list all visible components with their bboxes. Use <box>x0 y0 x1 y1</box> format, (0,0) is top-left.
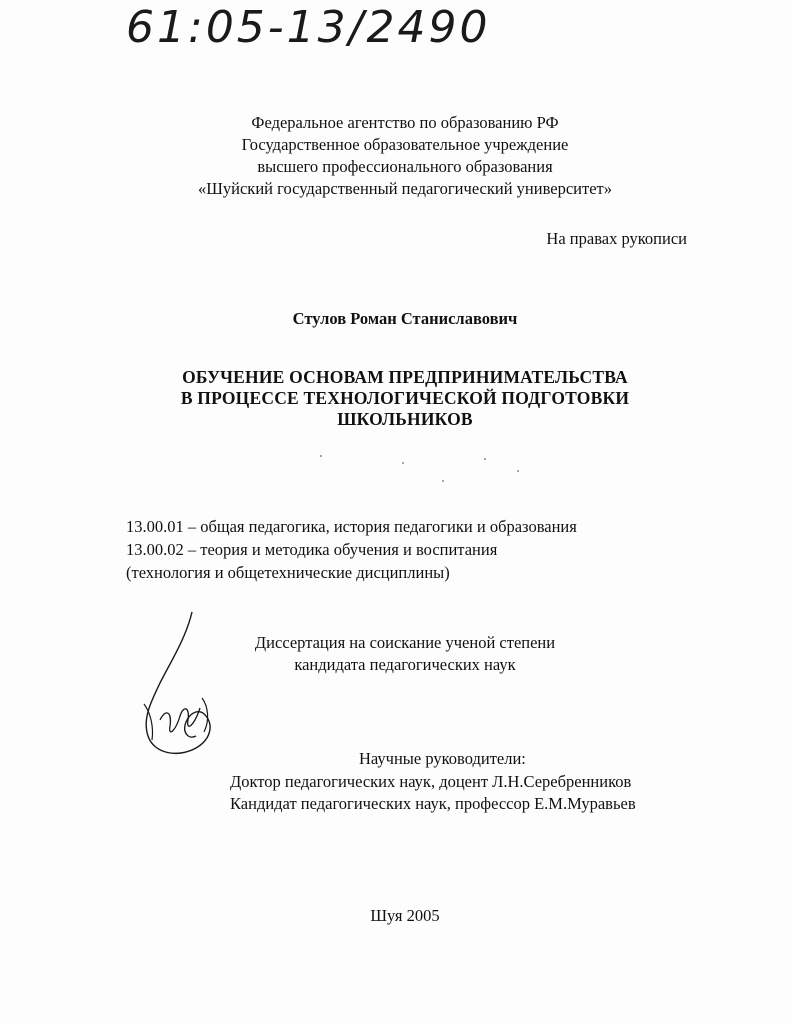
dissertation-title <box>120 367 690 430</box>
header-line: Государственное образовательное учреждение <box>241 135 569 154</box>
specialty-line: (технология и общетехнические дисциплины) <box>126 563 450 582</box>
specialty-line: 13.00.02 – теория и методика обучения и воспитания <box>126 540 498 559</box>
supervisors-list <box>230 771 636 815</box>
handwritten-signature <box>130 608 240 763</box>
supervisor-line: Кандидат педагогических наук, профессор Е.М.Муравьев <box>230 794 636 813</box>
specialty-line: 13.00.01 – общая педагогика, история педагогики и образования <box>126 517 577 536</box>
supervisor-line: Доктор педагогических наук, доцент Л.Н.Серебренников <box>230 772 632 791</box>
title-line: ОБУЧЕНИЕ ОСНОВАМ ПРЕДПРИНИМАТЕЛЬСТВА <box>182 367 628 387</box>
author-name: Стулов Роман Станиславович <box>292 309 518 328</box>
scan-speck <box>442 480 444 482</box>
place-year: Шуя 2005 <box>370 906 440 925</box>
supervisors-label: Научные руководители: <box>359 749 526 768</box>
header-line: «Шуйский государственный педагогический университет» <box>198 179 612 198</box>
scan-speck <box>484 458 486 460</box>
scan-speck <box>517 470 519 472</box>
header-line: Федеральное агентство по образованию РФ <box>251 113 559 132</box>
manuscript-note: На правах рукописи <box>546 229 687 248</box>
scan-speck <box>402 462 404 464</box>
specialty-codes <box>126 515 577 584</box>
handwritten-shelfmark <box>118 0 498 66</box>
title-line: ШКОЛЬНИКОВ <box>337 409 473 429</box>
degree-line: кандидата педагогических наук <box>294 655 516 674</box>
institution-header <box>100 112 710 200</box>
header-line: высшего профессионального образования <box>257 157 553 176</box>
shelfmark-text: 61:05-13/2490 <box>126 2 491 53</box>
title-line: В ПРОЦЕССЕ ТЕХНОЛОГИЧЕСКОЙ ПОДГОТОВКИ <box>180 388 630 408</box>
scan-speck <box>320 455 322 457</box>
degree-statement <box>230 632 580 676</box>
degree-line: Диссертация на соискание ученой степени <box>254 633 556 652</box>
